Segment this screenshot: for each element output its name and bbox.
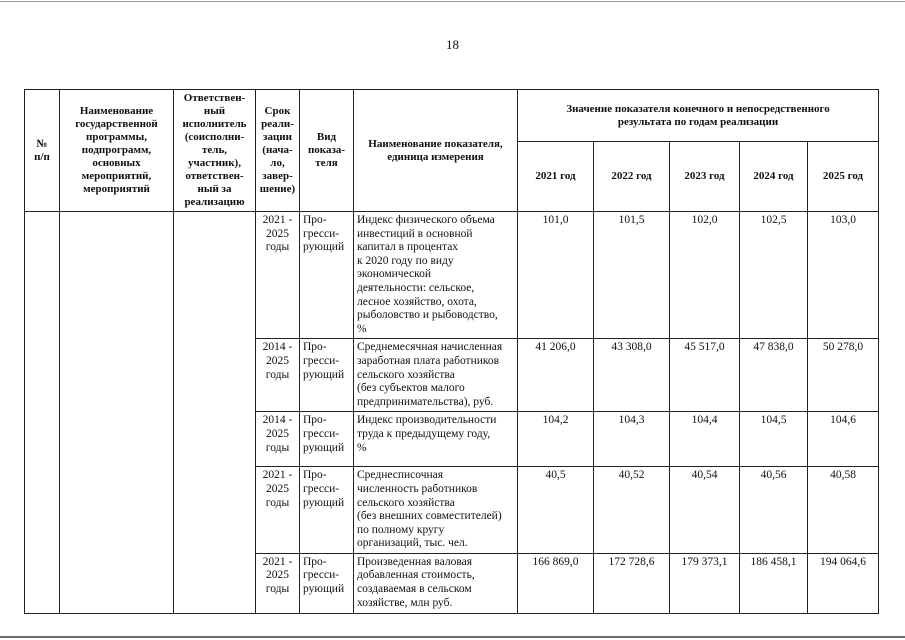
value-cell: 104,3 <box>594 412 670 467</box>
indicator-cell: Индекс физического объема инвестиций в основной капитал в процентах к 2020 году по виду экономической деятельности: сельское, лесное хозяйство, охота, рыболовство и рыбоводство, % <box>354 212 518 339</box>
value-cell: 104,2 <box>518 412 594 467</box>
value-cell: 40,52 <box>594 467 670 554</box>
value-cell: 104,5 <box>740 412 808 467</box>
indicator-cell: Среднесписочная численность работников сельского хозяйства (без внешних совместителей) по полному кругу организаций, тыс. чел. <box>354 467 518 554</box>
scan-edge-bottom <box>0 636 905 638</box>
kind-cell: Про- гресси- рующий <box>300 339 354 412</box>
value-cell: 102,5 <box>740 212 808 339</box>
indicator-table <box>24 89 879 614</box>
indicator-cell: Среднемесячная начисленная заработная плата работников сельского хозяйства (без субъектов малого предпринимательства), руб. <box>354 339 518 412</box>
header-values-group: Значение показателя конечного и непосредственного результата по годам реализации <box>518 90 879 142</box>
header-year: 2024 год <box>740 142 808 212</box>
header-indicator: Наименование показателя, единица измерения <box>354 90 518 212</box>
kind-cell: Про- гресси- рующий <box>300 553 354 613</box>
value-cell: 101,5 <box>594 212 670 339</box>
header-year: 2021 год <box>518 142 594 212</box>
indicator-cell: Индекс производительности труда к предыдущему году, % <box>354 412 518 467</box>
table-row <box>25 212 879 339</box>
value-cell: 166 869,0 <box>518 553 594 613</box>
header-year: 2022 год <box>594 142 670 212</box>
value-cell: 101,0 <box>518 212 594 339</box>
header-program: Наименование государственной программы, подпрограмм, основных мероприятий, мероприятий <box>60 90 174 212</box>
kind-cell: Про- гресси- рующий <box>300 212 354 339</box>
executor-cell <box>174 212 256 614</box>
value-cell: 104,4 <box>670 412 740 467</box>
header-year: 2025 год <box>808 142 879 212</box>
value-cell: 50 278,0 <box>808 339 879 412</box>
value-cell: 43 308,0 <box>594 339 670 412</box>
value-cell: 40,56 <box>740 467 808 554</box>
value-cell: 40,5 <box>518 467 594 554</box>
header-term: Срок реали- зации (нача- ло, завер- шение) <box>256 90 300 212</box>
page-number: 18 <box>446 37 459 52</box>
header-kind: Вид показа- теля <box>300 90 354 212</box>
value-cell: 102,0 <box>670 212 740 339</box>
value-cell: 40,54 <box>670 467 740 554</box>
term-cell: 2021 - 2025 годы <box>256 467 300 554</box>
value-cell: 103,0 <box>808 212 879 339</box>
indicator-cell: Произведенная валовая добавленная стоимость, создаваемая в сельском хозяйстве, млн руб. <box>354 553 518 613</box>
term-cell: 2014 - 2025 годы <box>256 339 300 412</box>
value-cell: 47 838,0 <box>740 339 808 412</box>
term-cell: 2014 - 2025 годы <box>256 412 300 467</box>
value-cell: 194 064,6 <box>808 553 879 613</box>
value-cell: 41 206,0 <box>518 339 594 412</box>
value-cell: 104,6 <box>808 412 879 467</box>
value-cell: 40,58 <box>808 467 879 554</box>
header-num: № п/п <box>25 90 60 212</box>
kind-cell: Про- гресси- рующий <box>300 412 354 467</box>
kind-cell: Про- гресси- рующий <box>300 467 354 554</box>
value-cell: 179 373,1 <box>670 553 740 613</box>
value-cell: 172 728,6 <box>594 553 670 613</box>
header-executor: Ответствен- ный исполнитель (соисполни- тель, участник), ответствен- ный за реализацию <box>174 90 256 212</box>
value-cell: 186 458,1 <box>740 553 808 613</box>
term-cell: 2021 - 2025 годы <box>256 212 300 339</box>
term-cell: 2021 - 2025 годы <box>256 553 300 613</box>
scan-edge-top <box>0 1 905 2</box>
num-cell <box>25 212 60 614</box>
program-cell <box>60 212 174 614</box>
header-year: 2023 год <box>670 142 740 212</box>
value-cell: 45 517,0 <box>670 339 740 412</box>
